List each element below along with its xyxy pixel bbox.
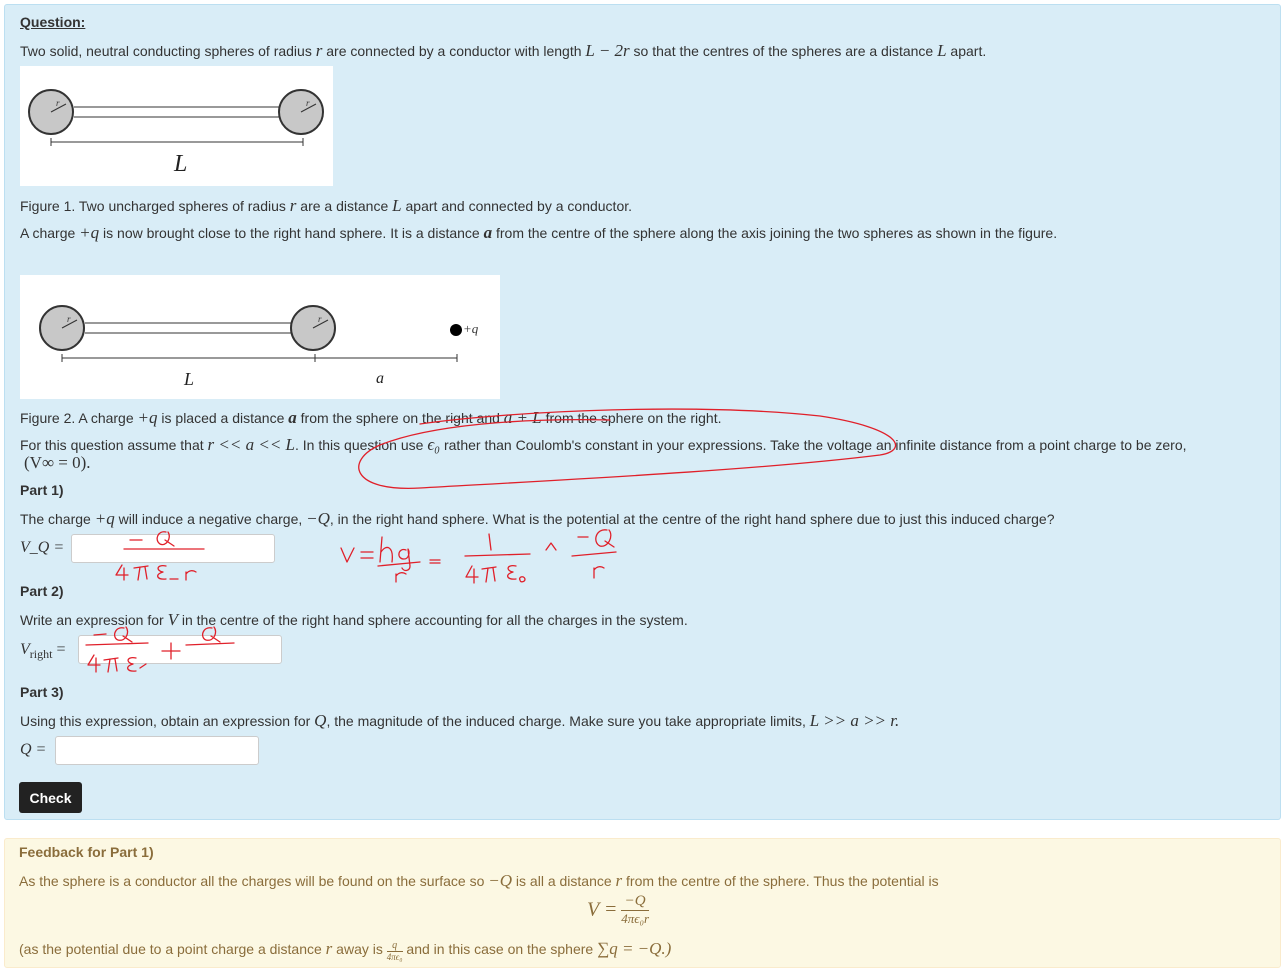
- part2-answer-input[interactable]: [78, 635, 282, 664]
- caption-text: is placed a distance: [157, 410, 289, 426]
- caption-text: are a distance: [296, 198, 393, 214]
- part1-answer-input[interactable]: [71, 534, 275, 563]
- part2-label: [20, 641, 65, 662]
- math-subscript-right: right: [29, 646, 53, 661]
- part2-text: [20, 610, 688, 630]
- formula-lhs: V =: [587, 898, 618, 921]
- radius-label: r: [67, 314, 71, 324]
- fraction-denominator: 4πϵ₀: [386, 952, 403, 962]
- feedback-formula: [587, 893, 649, 927]
- check-button[interactable]: Check: [19, 782, 82, 813]
- part1-text: [20, 509, 1054, 529]
- charge-label: +q: [463, 321, 479, 336]
- formula-fraction: [621, 893, 649, 927]
- feedback-text: As the sphere is a conductor all the charges will be found on the surface so: [19, 873, 489, 889]
- math-L: L: [392, 196, 402, 215]
- figure-2-caption: [20, 408, 721, 428]
- math-limits: L >> a >> r.: [809, 711, 900, 730]
- math-q: +q: [79, 223, 100, 242]
- radius-label: r: [56, 98, 60, 108]
- part1-text-segment: The charge: [20, 511, 95, 527]
- question-heading: Question:: [20, 14, 86, 30]
- math-v-infinity: (V∞ = 0).: [24, 453, 91, 472]
- distance-label: a: [376, 370, 384, 387]
- point-charge-fraction: [387, 940, 403, 962]
- math-epsilon: ϵ₀: [427, 435, 441, 454]
- math-L: L: [937, 41, 947, 60]
- charge-text: A charge: [20, 225, 80, 241]
- math-q: +q: [137, 408, 158, 427]
- figure-1: [20, 66, 333, 186]
- caption-text: Figure 2. A charge: [20, 410, 138, 426]
- figure-2-drawing: [20, 275, 500, 399]
- feedback-line1: [19, 871, 939, 891]
- math-r: r: [325, 939, 333, 958]
- part2-heading: Part 2): [20, 583, 64, 599]
- feedback-panel: [4, 838, 1281, 968]
- intro-text: Two solid, neutral conducting spheres of radius: [20, 43, 316, 59]
- math-V: V: [20, 641, 30, 658]
- math-length: L − 2r: [585, 41, 630, 60]
- charge-intro: [20, 223, 1057, 243]
- part3-text: [20, 711, 899, 731]
- caption-text: from the sphere on the right.: [541, 410, 722, 426]
- math-Q: Q: [314, 711, 327, 730]
- length-label: L: [184, 369, 195, 389]
- part3-label: Q =: [20, 741, 47, 758]
- length-label: L: [174, 151, 188, 177]
- part3-text-segment: Using this expression, obtain an expression for: [20, 713, 315, 729]
- part1-text-segment: will induce a negative charge,: [114, 511, 307, 527]
- figure-1-drawing: [20, 66, 333, 186]
- math-a-plus-L: a + L: [503, 408, 542, 427]
- intro-text: so that the centres of the spheres are a distance: [629, 43, 938, 59]
- feedback-text: away is: [332, 941, 387, 957]
- part2-text-segment: Write an expression for: [20, 612, 168, 628]
- radius-label: r: [306, 98, 310, 108]
- math-V: V: [167, 610, 178, 629]
- charge-text: is now brought close to the right hand sphere. It is a distance: [99, 225, 484, 241]
- assumption-vinf: [24, 453, 91, 473]
- feedback-title: Feedback for Part 1): [19, 844, 154, 860]
- fraction-numerator: q: [387, 940, 403, 952]
- part2-text-segment: in the centre of the right hand sphere accounting for all the charges in the system.: [177, 612, 688, 628]
- caption-text: Figure 1. Two uncharged spheres of radius: [20, 198, 290, 214]
- math-minus-Q: −Q: [488, 871, 513, 890]
- math-q: +q: [94, 509, 115, 528]
- charge-text: from the centre of the sphere along the axis joining the two spheres as shown in the figure.: [492, 225, 1058, 241]
- question-intro: [20, 41, 986, 61]
- figure-2: [20, 275, 500, 399]
- caption-text: apart and connected by a conductor.: [401, 198, 633, 214]
- figure-1-caption: [20, 196, 632, 216]
- part1-label: V_Q =: [20, 539, 65, 556]
- assume-text: . In this question use: [295, 437, 428, 453]
- part1-heading: Part 1): [20, 482, 64, 498]
- math-sum: ∑q = −Q.): [597, 939, 672, 958]
- part1-text-segment: , in the right hand sphere. What is the potential at the centre of the right hand sphere due to just this induced charge?: [329, 511, 1055, 527]
- feedback-line2: [19, 939, 671, 962]
- formula-denominator: 4πϵ₀r: [621, 911, 650, 926]
- assume-text: For this question assume that: [20, 437, 208, 453]
- assumption-text: [20, 435, 1187, 455]
- question-panel: [4, 4, 1281, 820]
- math-a: a: [288, 408, 297, 427]
- intro-text: are connected by a conductor with length: [322, 43, 586, 59]
- feedback-text: (as the potential due to a point charge a distance: [19, 941, 326, 957]
- math-inequality: r << a << L: [207, 435, 296, 454]
- math-equals: =: [52, 641, 66, 658]
- feedback-text: and in this case on the sphere: [402, 941, 598, 957]
- caption-text: from the sphere on the right and: [296, 410, 504, 426]
- part3-heading: Part 3): [20, 684, 64, 700]
- part3-answer-input[interactable]: [55, 736, 259, 765]
- assume-text: rather than Coulomb's constant in your expressions. Take the voltage an infinite distance from a point charge to be zero,: [440, 437, 1187, 453]
- formula-numerator: −Q: [621, 893, 649, 911]
- part3-text-segment: , the magnitude of the induced charge. Make sure you take appropriate limits,: [326, 713, 810, 729]
- intro-text: apart.: [946, 43, 987, 59]
- point-charge: [450, 324, 462, 336]
- math-r: r: [315, 41, 323, 60]
- feedback-text: is all a distance: [512, 873, 616, 889]
- math-a: a: [483, 223, 493, 242]
- feedback-text: from the centre of the sphere. Thus the potential is: [622, 873, 939, 889]
- math-minus-Q: −Q: [306, 509, 330, 528]
- math-r: r: [289, 196, 297, 215]
- math-r: r: [615, 871, 623, 890]
- radius-label: r: [318, 314, 322, 324]
